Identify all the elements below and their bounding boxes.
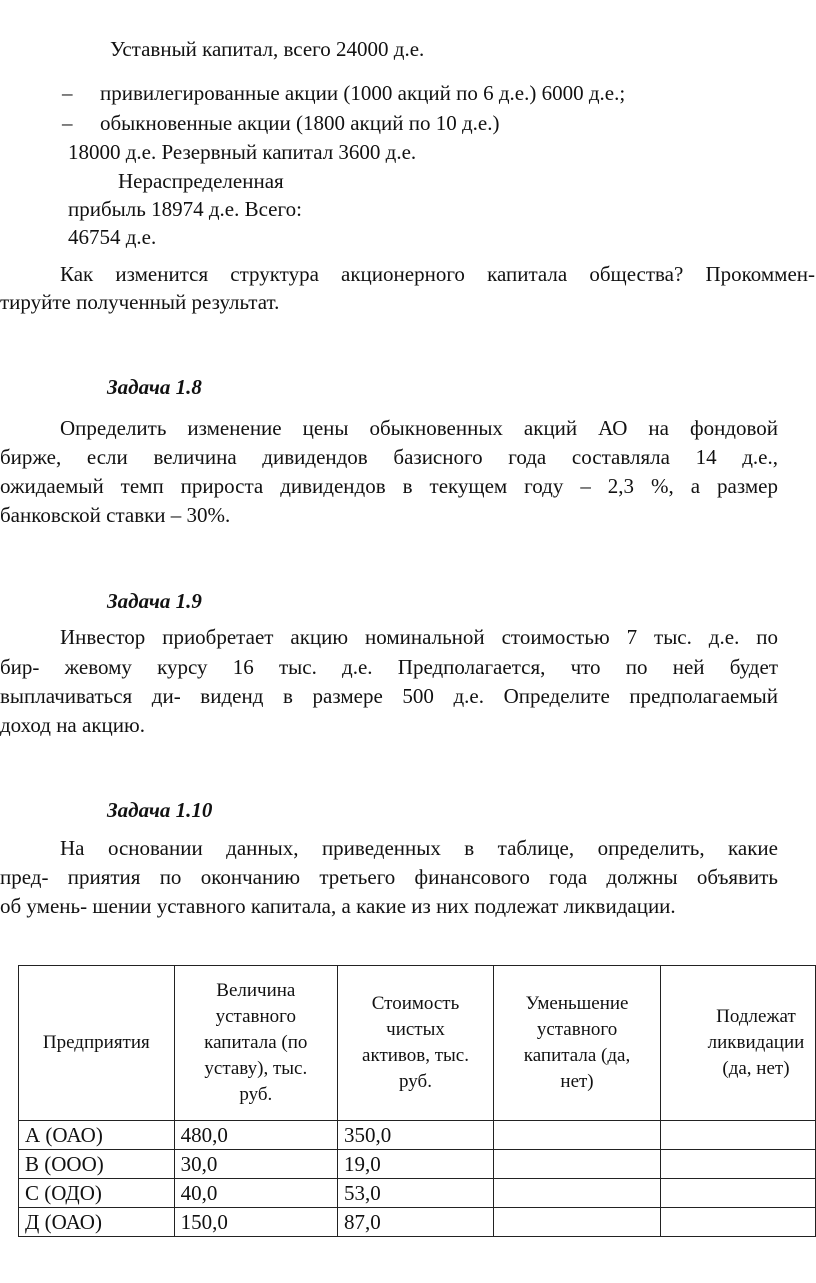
table-row: [19, 1121, 816, 1150]
capital-line-5: Нераспределенная: [118, 169, 284, 193]
task-1-8-heading: Задача 1.8: [107, 375, 202, 399]
column-header-capital-reduction: [494, 966, 661, 1121]
table-cell: [494, 1121, 661, 1150]
task-1-10-line-1: На основании данных, приведенных в таблице, определить, какие: [60, 836, 778, 860]
question-line-2: тируйте полученный результат.: [0, 290, 280, 314]
capital-line-6: прибыль 18974 д.е. Всего:: [68, 197, 302, 221]
column-header-liquidation-text: Подлежат ликвидации (да, нет): [707, 1006, 805, 1079]
table-cell: [660, 1150, 815, 1179]
table-cell: 53,0: [337, 1179, 493, 1208]
dash-marker: –: [62, 81, 73, 105]
table-cell: [494, 1150, 661, 1179]
table-cell: С (ОДО): [19, 1179, 175, 1208]
column-header-charter-capital: [174, 966, 337, 1121]
dash-marker: –: [62, 111, 73, 135]
table-cell: 87,0: [337, 1208, 493, 1237]
task-1-10-line-2: пред- приятия по окончанию третьего финансового года должны объявить: [0, 865, 778, 889]
task-1-8-line-2: бирже, если величина дивидендов базисного года составляла 14 д.е.,: [0, 445, 778, 469]
column-header-net-assets: [337, 966, 493, 1121]
task-1-9-heading: Задача 1.9: [107, 589, 202, 613]
capital-item-preferred: [62, 80, 625, 106]
capital-item-ordinary-text: обыкновенные акции (1800 акций по 10 д.е.): [100, 111, 500, 135]
task-1-9-line-4: доход на акцию.: [0, 713, 145, 737]
table-cell: А (ОАО): [19, 1121, 175, 1150]
column-header-enterprise: Предприятия: [19, 966, 175, 1121]
task-1-10-line-3: об умень- шении уставного капитала, а какие из них подлежат ликвидации.: [0, 894, 676, 918]
table-header-row: [19, 966, 816, 1121]
capital-item-ordinary: [62, 110, 499, 136]
task-1-9-line-1: Инвестор приобретает акцию номинальной стоимостью 7 тыс. д.е. по: [60, 625, 778, 649]
table-cell: Д (ОАО): [19, 1208, 175, 1237]
table-cell: 40,0: [174, 1179, 337, 1208]
capital-line-7: 46754 д.е.: [68, 225, 157, 249]
capital-item-preferred-text: привилегированные акции (1000 акций по 6 д.е.) 6000 д.е.;: [100, 81, 626, 105]
table-cell: 19,0: [337, 1150, 493, 1179]
table-row: [19, 1150, 816, 1179]
column-header-capital-reduction-text: Уменьшение уставного капитала (да, нет): [523, 993, 631, 1092]
table-cell: 150,0: [174, 1208, 337, 1237]
task-1-8-line-4: банковской ставки – 30%.: [0, 503, 231, 527]
task-1-9-line-3: выплачиваться ди- виденд в размере 500 д.е. Определите предполагаемый: [0, 684, 778, 708]
table-cell: [660, 1208, 815, 1237]
task-1-10-heading: Задача 1.10: [107, 798, 213, 822]
enterprise-table: [18, 965, 816, 1237]
table-cell: [660, 1121, 815, 1150]
column-header-charter-capital-text: Величина уставного капитала (по уставу), тыс. руб.: [204, 980, 308, 1105]
question-line-1: Как изменится структура акционерного капитала общества? Прокоммен-: [60, 262, 815, 286]
table-cell: 30,0: [174, 1150, 337, 1179]
table-row: [19, 1208, 816, 1237]
table-row: [19, 1179, 816, 1208]
column-header-net-assets-text: Стоимость чистых активов, тыс. руб.: [362, 993, 469, 1092]
capital-line-4: 18000 д.е. Резервный капитал 3600 д.е.: [68, 140, 417, 164]
table-cell: 350,0: [337, 1121, 493, 1150]
capital-line-1: Уставный капитал, всего 24000 д.е.: [110, 37, 425, 61]
table-cell: [494, 1208, 661, 1237]
task-1-8-line-3: ожидаемый темп прироста дивидендов в текущем году – 2,3 %, а размер: [0, 474, 778, 498]
table-cell: [494, 1179, 661, 1208]
column-header-liquidation: [660, 966, 815, 1121]
table-cell: [660, 1179, 815, 1208]
table-cell: 480,0: [174, 1121, 337, 1150]
task-1-9-line-2: бир- жевому курсу 16 тыс. д.е. Предполагается, что по ней будет: [0, 655, 778, 679]
task-1-8-line-1: Определить изменение цены обыкновенных акций АО на фондовой: [60, 416, 778, 440]
table-cell: В (ООО): [19, 1150, 175, 1179]
